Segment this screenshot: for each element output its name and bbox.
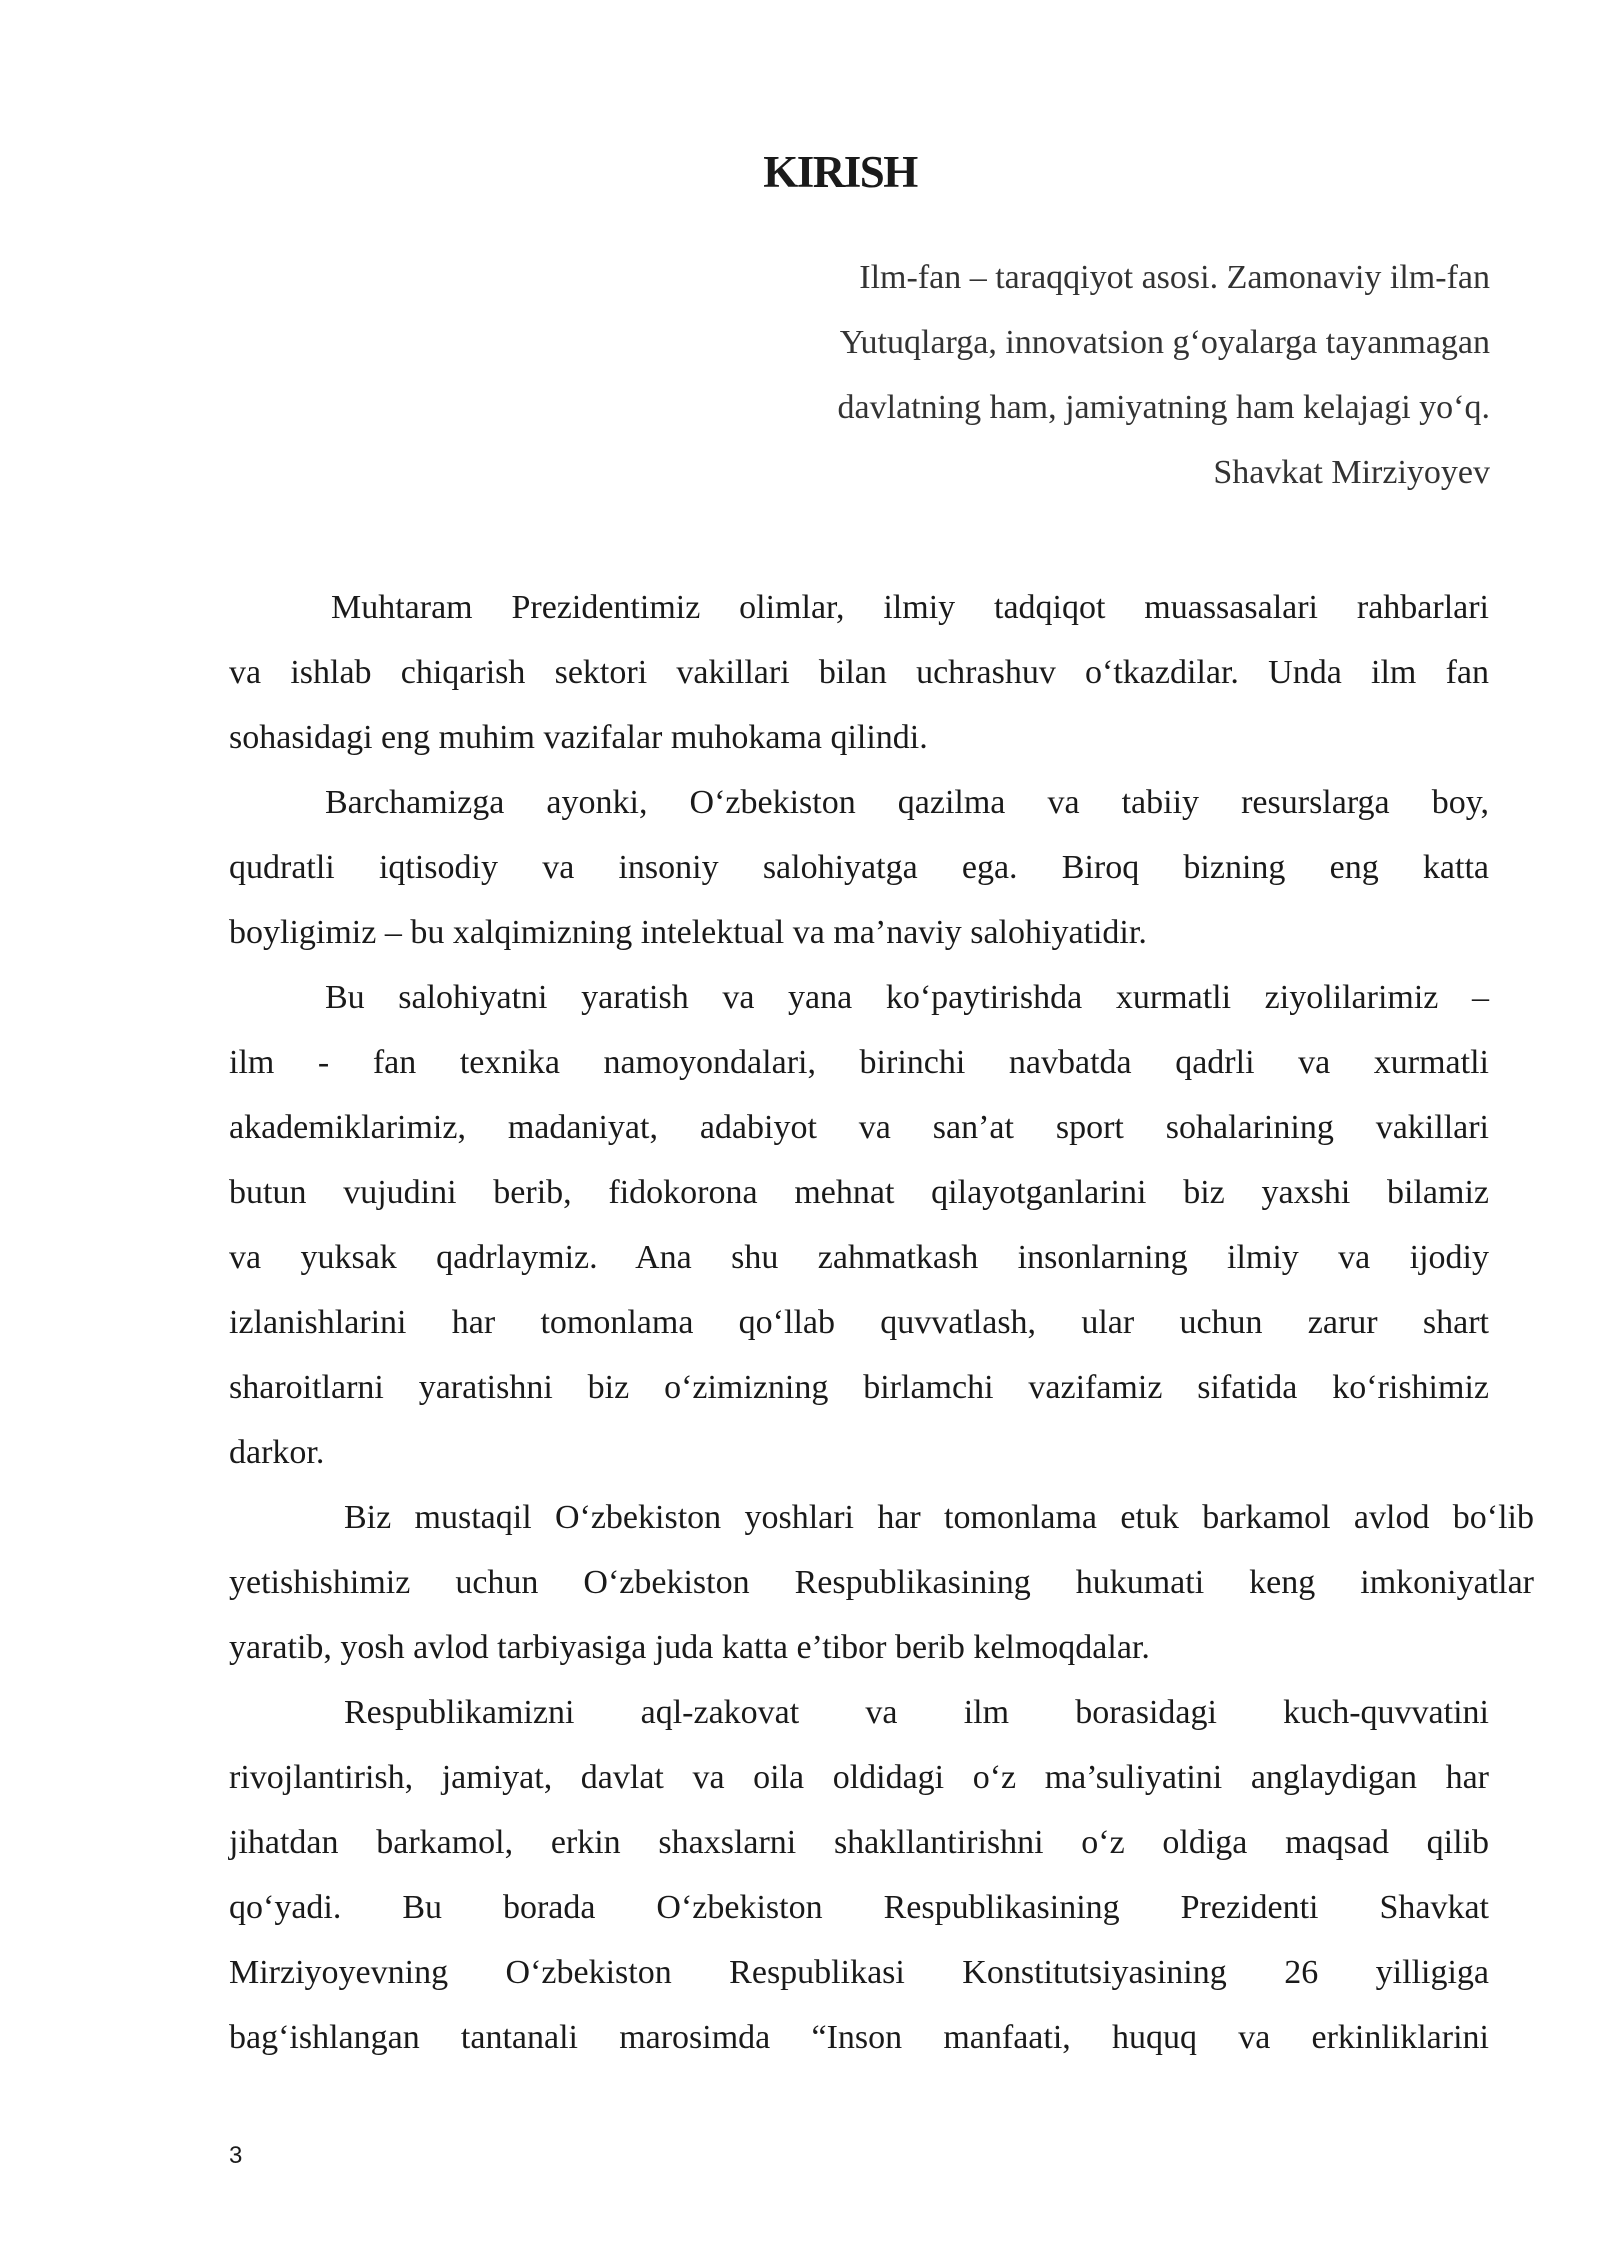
paragraph-line: Biz mustaqil O‘zbekiston yoshlari har tomonlama etuk barkamol avlod bo‘lib [344,1499,1534,1536]
paragraph [229,575,1489,770]
epigraph-line: Yutuqlarga, innovatsion g‘oyalarga tayanmagan [839,324,1490,361]
paragraph-line: Muhtaram Prezidentimiz olimlar, ilmiy tadqiqot muassasalari rahbarlari [331,589,1489,626]
epigraph-line: Ilm-fan – taraqqiyot asosi. Zamonaviy ilm-fan [859,259,1490,296]
document-body [229,575,1534,2070]
paragraph-line: bag‘ishlangan tantanali marosimda “Inson manfaati, huquq va erkinliklarini [229,2019,1489,2056]
paragraph-line: butun vujudini berib, fidokorona mehnat qilayotganlarini biz yaxshi bilamiz [229,1174,1489,1211]
paragraph [229,965,1489,1485]
paragraph-line: ilm - fan texnika namoyondalari, birinchi navbatda qadrli va xurmatli [229,1044,1489,1081]
paragraph-line: yaratib, yosh avlod tarbiyasiga juda katta e’tibor berib kelmoqdalar. [229,1629,1150,1666]
paragraph-line: Mirziyoyevning O‘zbekiston Respublikasi Konstitutsiyasining 26 yilligiga [229,1954,1489,1991]
paragraph-line: yetishishimiz uchun O‘zbekiston Respublikasining hukumati keng imkoniyatlar [229,1564,1534,1601]
paragraph-line: izlanishlarini har tomonlama qo‘llab quvvatlash, ular uchun zarur shart [229,1304,1489,1341]
paragraph [229,770,1489,965]
paragraph [229,1680,1489,2070]
paragraph-line: va yuksak qadrlaymiz. Ana shu zahmatkash insonlarning ilmiy va ijodiy [229,1239,1489,1276]
paragraph-line: sohasidagi eng muhim vazifalar muhokama qilindi. [229,719,928,756]
paragraph-line: sharoitlarni yaratishni biz o‘zimizning birlamchi vazifamiz sifatida ko‘rishimiz [229,1369,1489,1406]
paragraph-line: Barchamizga ayonki, O‘zbekiston qazilma va tabiiy resurslarga boy, [325,784,1489,821]
paragraph [229,1485,1534,1680]
page-title: KIRISH [763,147,917,197]
epigraph-author: Shavkat Mirziyoyev [1213,454,1490,491]
paragraph-line: Respublikamizni aql-zakovat va ilm borasidagi kuch-quvvatini [344,1694,1489,1731]
paragraph-line: rivojlantirish, jamiyat, davlat va oila oldidagi o‘z ma’suliyatini anglaydigan har [229,1759,1489,1796]
paragraph-line: qudratli iqtisodiy va insoniy salohiyatga ega. Biroq bizning eng katta [229,849,1489,886]
paragraph-line: va ishlab chiqarish sektori vakillari bilan uchrashuv o‘tkazdilar. Unda ilm fan [229,654,1489,691]
paragraph-line: darkor. [229,1434,325,1471]
epigraph [690,245,1490,505]
page-number: 3 [229,2142,243,2169]
paragraph-line: Bu salohiyatni yaratish va yana ko‘paytirishda xurmatli ziyolilarimiz – [325,979,1489,1016]
epigraph-line: davlatning ham, jamiyatning ham kelajagi yo‘q. [837,389,1490,426]
paragraph-line: boyligimiz – bu xalqimizning intelektual va ma’naviy salohiyatidir. [229,914,1147,951]
paragraph-line: akademiklarimiz, madaniyat, adabiyot va san’at sport sohalarining vakillari [229,1109,1489,1146]
paragraph-line: jihatdan barkamol, erkin shaxslarni shakllantirishni o‘z oldiga maqsad qilib [229,1824,1489,1861]
paragraph-line: qo‘yadi. Bu borada O‘zbekiston Respublikasining Prezidenti Shavkat [229,1889,1489,1926]
